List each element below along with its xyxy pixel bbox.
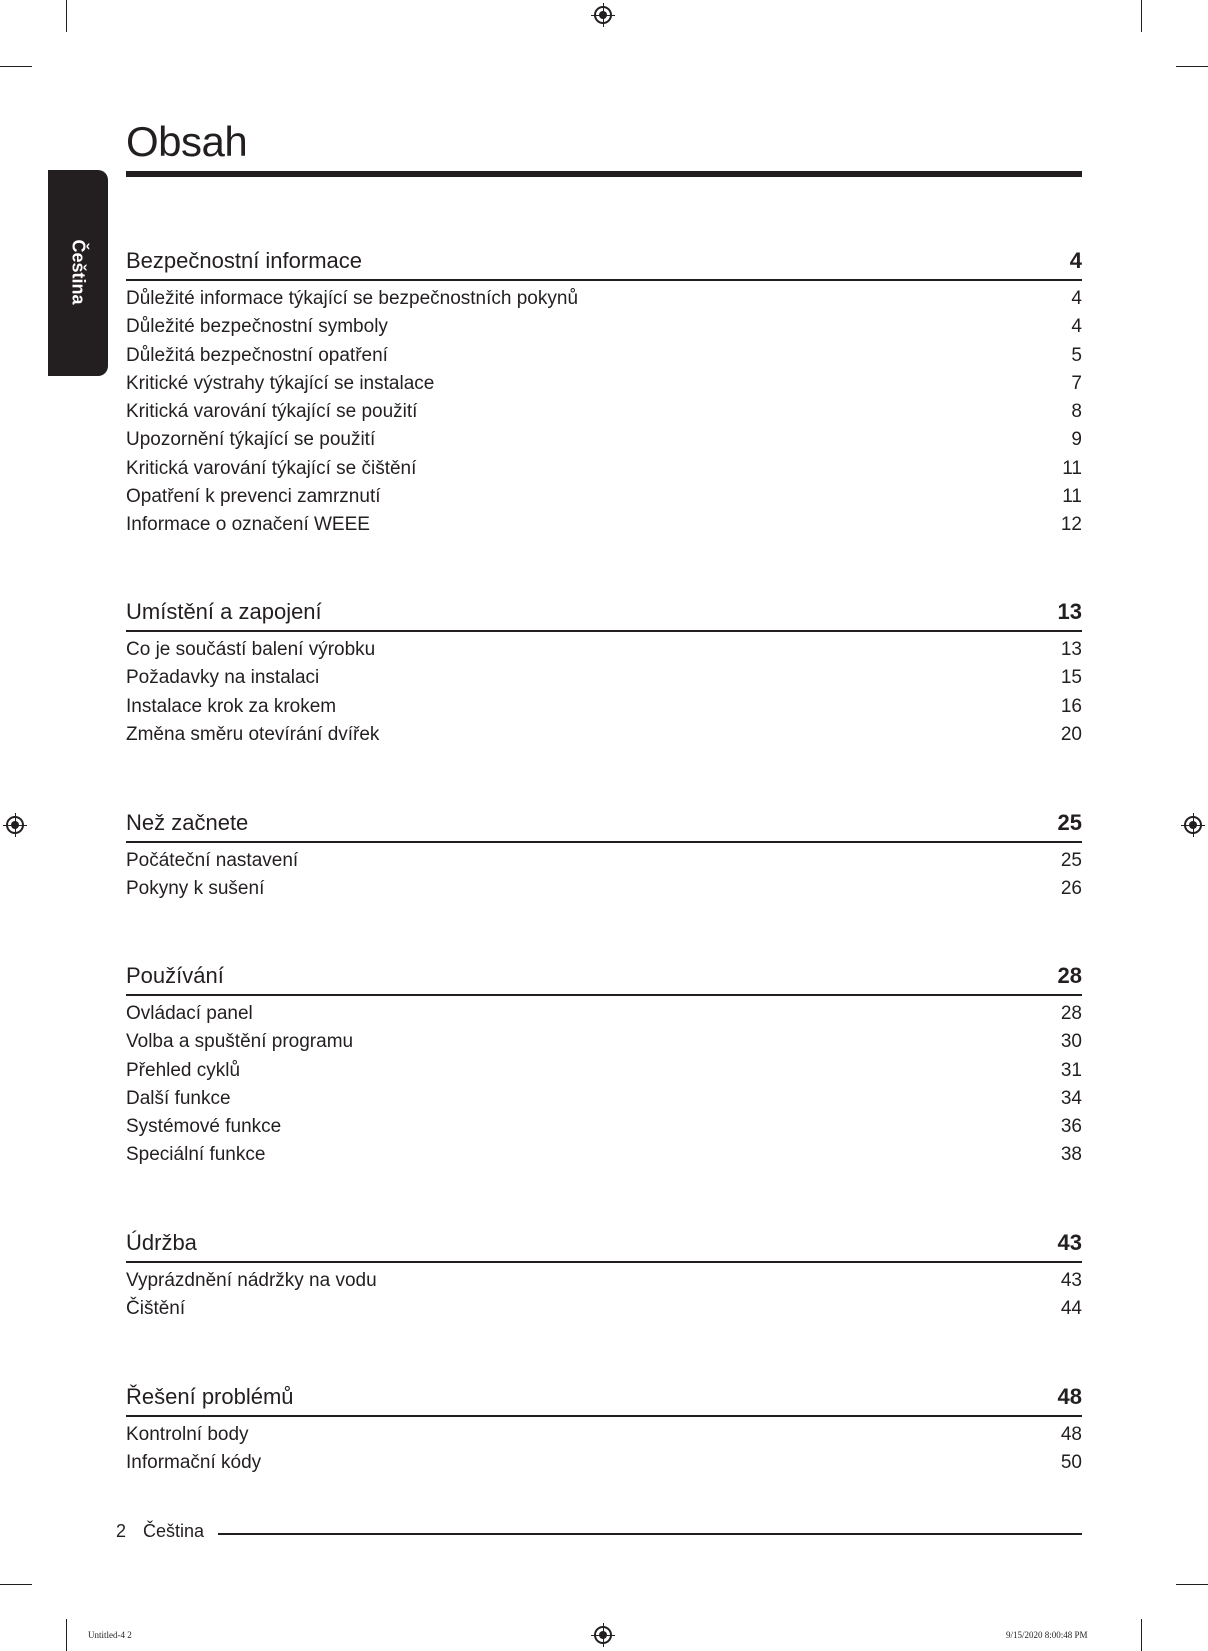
toc-section-title: Údržba	[126, 1230, 197, 1255]
toc-entry-label: Důležitá bezpečnostní opatření	[126, 344, 388, 366]
toc-section	[126, 1227, 1082, 1324]
toc-entry-label: Důležité informace týkající se bezpečnostních pokynů	[126, 288, 579, 309]
toc-section-page: 48	[1057, 1384, 1082, 1409]
toc-entry-label: Změna směru otevírání dvířek	[126, 723, 380, 745]
toc-entry-page: 34	[1060, 1087, 1082, 1109]
toc-entry-label: Opatření k prevenci zamrznutí	[126, 486, 381, 508]
crop-mark	[66, 1619, 67, 1651]
toc-entry-page: 28	[1060, 1003, 1082, 1024]
toc-section-divider	[126, 1261, 1082, 1263]
toc-entry-label: Vyprázdnění nádržky na vodu	[126, 1270, 377, 1291]
toc-entry-label: Důležité bezpečnostní symboly	[126, 316, 388, 338]
toc-entry[interactable]	[126, 1267, 1082, 1295]
toc-section	[126, 245, 1082, 540]
toc-entry[interactable]	[126, 370, 1082, 398]
toc-entry-page: 26	[1060, 878, 1082, 900]
toc-entry[interactable]	[126, 511, 1082, 539]
toc-entry-page: 7	[1071, 372, 1082, 394]
toc-entry-label: Systémové funkce	[126, 1116, 282, 1138]
toc-entry[interactable]	[126, 847, 1082, 875]
toc-section-title: Umístění a zapojení	[126, 599, 322, 624]
toc-entry[interactable]	[126, 426, 1082, 454]
toc-entry[interactable]	[126, 721, 1082, 749]
toc-section-heading[interactable]	[126, 245, 1082, 277]
toc-entry[interactable]	[126, 455, 1082, 483]
toc-entry[interactable]	[126, 1085, 1082, 1113]
toc-entry-label: Kontrolní body	[126, 1424, 249, 1445]
registration-mark-icon	[594, 1626, 612, 1644]
toc-entry[interactable]	[126, 313, 1082, 341]
toc-section-title: Než začnete	[126, 810, 249, 835]
toc-entry-label: Požadavky na instalaci	[126, 667, 320, 689]
print-slug-date: 9/15/2020 8:00:48 PM	[1006, 1630, 1088, 1640]
toc-section-heading[interactable]	[126, 1381, 1082, 1413]
crop-mark	[1141, 0, 1142, 32]
toc-section	[126, 596, 1082, 749]
toc-entry-page: 38	[1060, 1144, 1082, 1166]
crop-mark	[1176, 1584, 1208, 1585]
crop-mark	[1141, 1619, 1142, 1651]
toc-entry[interactable]	[126, 398, 1082, 426]
print-slug-file: Untitled-4 2	[88, 1630, 132, 1640]
toc-entry-page: 25	[1060, 850, 1082, 871]
toc-entry[interactable]	[126, 285, 1082, 313]
language-tab	[48, 170, 108, 376]
toc-entry[interactable]	[126, 1113, 1082, 1141]
toc-entry-page: 30	[1060, 1031, 1082, 1053]
toc-entry-label: Informační kódy	[126, 1452, 262, 1474]
toc-section-heading[interactable]	[126, 596, 1082, 628]
toc-entry-page: 44	[1060, 1298, 1082, 1320]
toc-entry-label: Ovládací panel	[126, 1003, 253, 1024]
toc-section-title: Bezpečnostní informace	[126, 248, 363, 273]
footer-page-number: 2	[116, 1521, 127, 1541]
toc-entry-label: Kritické výstrahy týkající se instalace	[126, 372, 435, 394]
toc-section-page: 4	[1069, 248, 1082, 273]
toc-entry-page: 50	[1060, 1452, 1082, 1474]
toc-entry-label: Speciální funkce	[126, 1144, 266, 1166]
footer-language: Čeština	[143, 1521, 205, 1541]
crop-mark	[0, 66, 32, 67]
toc-entry-label: Kritická varování týkající se použití	[126, 401, 418, 423]
toc-section	[126, 1381, 1082, 1478]
toc-entry-page: 8	[1071, 401, 1082, 423]
toc-entry-label: Přehled cyklů	[126, 1059, 241, 1081]
toc-entry-label: Počáteční nastavení	[126, 850, 299, 871]
toc-entry-label: Informace o označení WEEE	[126, 514, 370, 536]
toc-entry-label: Další funkce	[126, 1087, 231, 1109]
toc-section-heading[interactable]	[126, 807, 1082, 839]
toc-entry-label: Čištění	[126, 1298, 186, 1320]
toc-entry-page: 43	[1060, 1270, 1082, 1291]
toc-entry[interactable]	[126, 664, 1082, 692]
toc-entry[interactable]	[126, 1028, 1082, 1056]
toc-entry[interactable]	[126, 1000, 1082, 1028]
toc-entry-label: Kritická varování týkající se čištění	[126, 457, 417, 479]
toc-entry-label: Volba a spuštění programu	[126, 1031, 354, 1053]
crop-mark	[1176, 66, 1208, 67]
toc-section-page: 13	[1057, 599, 1082, 624]
toc-section-divider	[126, 630, 1082, 632]
toc-section-divider	[126, 841, 1082, 843]
toc-section-divider	[126, 994, 1082, 996]
toc-section-title: Řešení problémů	[126, 1384, 294, 1409]
toc-entry[interactable]	[126, 1421, 1082, 1449]
toc-entry-page: 15	[1060, 667, 1082, 689]
toc-section-page: 28	[1057, 963, 1082, 988]
registration-mark-icon	[594, 6, 612, 24]
toc-entry-page: 36	[1060, 1116, 1082, 1138]
toc-entry-page: 9	[1071, 429, 1082, 451]
registration-mark-icon	[6, 816, 24, 834]
toc-section-page: 25	[1057, 810, 1082, 835]
toc-entry-page: 31	[1060, 1059, 1082, 1081]
toc-section-heading[interactable]	[126, 1227, 1082, 1259]
toc-entry-page: 16	[1060, 695, 1082, 717]
toc-entry[interactable]	[126, 1449, 1082, 1477]
toc-section	[126, 807, 1082, 904]
toc-entry-page: 4	[1071, 316, 1082, 338]
registration-mark-icon	[1184, 816, 1202, 834]
toc-entry[interactable]	[126, 342, 1082, 370]
footer-divider	[218, 1533, 1082, 1535]
toc-entry-label: Instalace krok za krokem	[126, 695, 337, 717]
page-title: Obsah	[126, 118, 248, 165]
toc-section-title: Používání	[126, 963, 224, 988]
toc-entry[interactable]	[126, 1057, 1082, 1085]
toc-entry-page: 4	[1071, 288, 1082, 309]
crop-mark	[66, 0, 67, 32]
toc-section-page: 43	[1057, 1230, 1082, 1255]
toc-entry-label: Co je součástí balení výrobku	[126, 639, 376, 660]
toc-entry[interactable]	[126, 636, 1082, 664]
toc-entry[interactable]	[126, 1141, 1082, 1169]
toc-entry-page: 48	[1060, 1424, 1082, 1445]
toc-entry-page: 5	[1071, 344, 1082, 366]
toc-section-heading[interactable]	[126, 960, 1082, 992]
toc-section-divider	[126, 279, 1082, 281]
toc-entry-page: 11	[1062, 457, 1082, 479]
toc-section-divider	[126, 1415, 1082, 1417]
toc-entry[interactable]	[126, 483, 1082, 511]
toc-entry-page: 13	[1060, 639, 1082, 660]
toc-entry-page: 12	[1060, 514, 1082, 536]
toc-entry-page: 20	[1060, 723, 1082, 745]
toc-entry[interactable]	[126, 875, 1082, 903]
toc-entry[interactable]	[126, 1295, 1082, 1323]
toc-entry-label: Pokyny k sušení	[126, 878, 265, 900]
title-divider	[126, 171, 1082, 177]
toc-entry-page: 11	[1062, 486, 1082, 508]
toc-section	[126, 960, 1082, 1170]
language-tab-label: Čeština	[68, 239, 89, 305]
toc-entry[interactable]	[126, 693, 1082, 721]
toc-entry-label: Upozornění týkající se použití	[126, 429, 376, 451]
crop-mark	[0, 1584, 32, 1585]
